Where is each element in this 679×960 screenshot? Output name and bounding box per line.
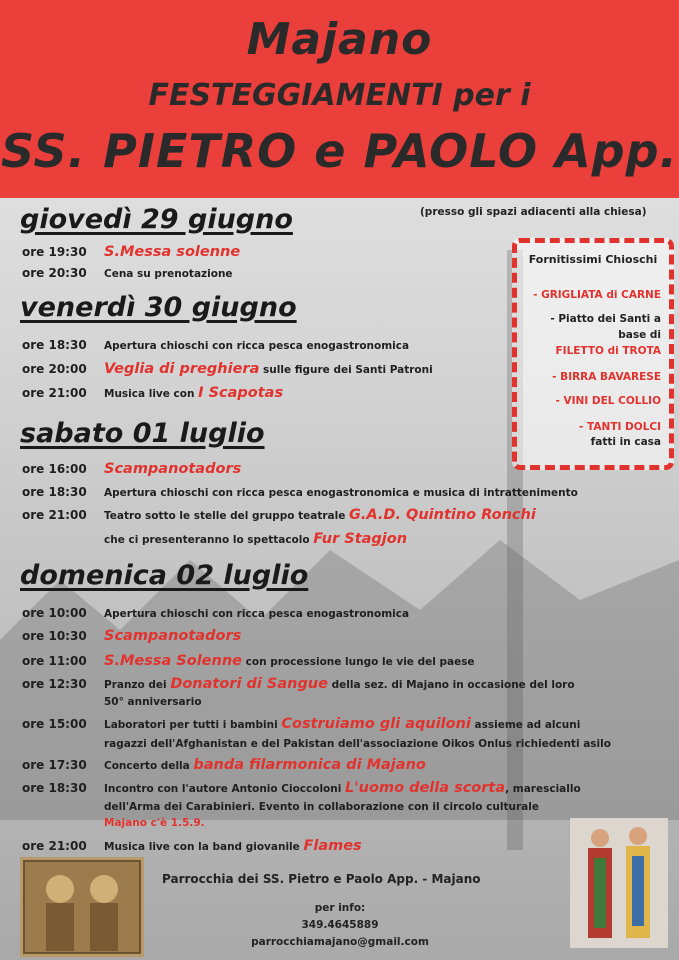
event-time: ore 20:00 [22, 362, 87, 376]
event-highlight: banda filarmonica di Majano [193, 757, 426, 773]
event-time: ore 19:30 [22, 245, 87, 259]
event-text: , maresciallo [505, 783, 581, 795]
event-time: ore 15:00 [22, 717, 87, 731]
event-row [22, 780, 581, 796]
event-highlight: Fur Stagjon [313, 531, 408, 547]
event-text: Apertura chioschi con ricca pesca enogastronomica [104, 608, 410, 620]
location-note: (presso gli spazi adiacenti alla chiesa) [420, 206, 647, 218]
event-time: ore 21:00 [22, 386, 87, 400]
event-highlight: Scampanotadors [104, 628, 242, 644]
event-time: ore 10:30 [22, 629, 87, 643]
header-festival: FESTEGGIAMENTI per i [148, 78, 531, 113]
event-row [22, 507, 536, 523]
phone-number: 349.4645889 [301, 919, 379, 931]
kiosk-item: - GRIGLIATA di CARNE [533, 289, 661, 301]
event-row [22, 266, 233, 280]
kiosk-item: base di [618, 329, 661, 341]
event-time: ore 17:30 [22, 758, 87, 772]
event-highlight: G.A.D. Quintino Ronchi [349, 507, 536, 523]
event-row [22, 385, 283, 401]
event-text: con processione lungo le vie del paese [242, 656, 475, 668]
event-row [22, 338, 409, 352]
event-highlight: Scampanotadors [104, 461, 242, 477]
event-row [22, 838, 362, 854]
kiosk-item: - BIRRA BAVARESE [552, 371, 661, 383]
event-row [22, 361, 433, 377]
event-highlight: Veglia di preghiera [104, 361, 260, 377]
event-highlight: S.Messa solenne [104, 244, 241, 260]
kiosk-item: FILETTO di TROTA [555, 345, 661, 357]
event-time: ore 10:00 [22, 606, 87, 620]
header-saints: SS. PIETRO e PAOLO App. [1, 124, 678, 178]
kiosk-item: fatti in casa [590, 436, 661, 448]
kiosk-title: Fornitissimi Chioschi [528, 253, 658, 266]
day-title: giovedì 29 giugno [20, 204, 293, 235]
event-highlight: Donatori di Sangue [170, 676, 328, 692]
event-row [22, 244, 240, 260]
email-address: parrocchiamajano@gmail.com [251, 936, 429, 948]
event-text: Laboratori per tutti i bambini [104, 719, 282, 731]
event-text: della sez. di Majano in occasione del loro [327, 679, 575, 691]
kiosk-item: - Piatto dei Santi a [550, 313, 661, 325]
event-row [22, 485, 578, 499]
parish-name: Parrocchia dei SS. Pietro e Paolo App. - Majano [162, 872, 481, 886]
event-row [22, 606, 409, 620]
event-time: ore 12:30 [22, 677, 87, 691]
event-row [22, 676, 575, 692]
event-highlight: I Scapotas [198, 385, 284, 401]
header-town: Majano [246, 14, 433, 65]
event-highlight: Costruiamo gli aquiloni [281, 716, 471, 732]
event-time: ore 21:00 [22, 508, 87, 522]
event-continuation: 50° anniversario [104, 696, 202, 708]
header-banner [0, 0, 679, 198]
event-text: Incontro con l'autore Antonio Cioccoloni [104, 783, 345, 795]
day-title: venerdì 30 giugno [20, 292, 297, 323]
saints-statues-image [570, 818, 668, 948]
event-text: Teatro sotto le stelle del gruppo teatrale [104, 510, 350, 522]
event-time: ore 11:00 [22, 654, 87, 668]
kiosk-item: - VINI DEL COLLIO [555, 395, 661, 407]
event-time: ore 20:30 [22, 266, 87, 280]
event-time: ore 16:00 [22, 462, 87, 476]
kiosk-box [512, 238, 674, 470]
event-text: sulle figure dei Santi Patroni [259, 364, 433, 376]
event-row [22, 716, 580, 732]
event-text: assieme ad alcuni [470, 719, 581, 731]
event-time: ore 18:30 [22, 338, 87, 352]
event-row [22, 461, 241, 477]
event-text: Apertura chioschi con ricca pesca enogastronomica [104, 340, 410, 352]
day-title: sabato 01 luglio [20, 418, 265, 449]
event-highlight: L'uomo della scorta [345, 780, 506, 796]
event-highlight: Flames [303, 838, 362, 854]
event-text: Musica live con la band giovanile [104, 841, 304, 853]
event-time: ore 18:30 [22, 485, 87, 499]
event-continuation: dell'Arma dei Carabinieri. Evento in collaborazione con il circolo culturale [104, 801, 539, 813]
event-highlight: S.Messa Solenne [104, 653, 242, 669]
event-text: Musica live con [104, 388, 199, 400]
day-title: domenica 02 luglio [20, 560, 309, 591]
event-text: Apertura chioschi con ricca pesca enogastronomica e musica di intrattenimento [104, 487, 578, 499]
info-label: per info: [314, 902, 366, 914]
event-row [22, 757, 426, 773]
event-row [22, 628, 241, 644]
event-continuation: ragazzi dell'Afghanistan e del Pakistan dell'associazione Oikos Onlus richiedenti asilo [104, 738, 611, 750]
event-continuation [104, 531, 407, 547]
event-text: Concerto della [104, 760, 194, 772]
event-text: Cena su prenotazione [104, 268, 233, 280]
event-row [22, 653, 475, 669]
kiosk-item: - TANTI DOLCI [579, 421, 661, 433]
event-time: ore 21:00 [22, 839, 87, 853]
saints-mosaic-image [20, 857, 144, 957]
event-time: ore 18:30 [22, 781, 87, 795]
event-continuation: Majano c'è 1.5.9. [104, 817, 205, 829]
event-text: che ci presenteranno lo spettacolo [104, 534, 314, 546]
event-text: Pranzo dei [104, 679, 171, 691]
